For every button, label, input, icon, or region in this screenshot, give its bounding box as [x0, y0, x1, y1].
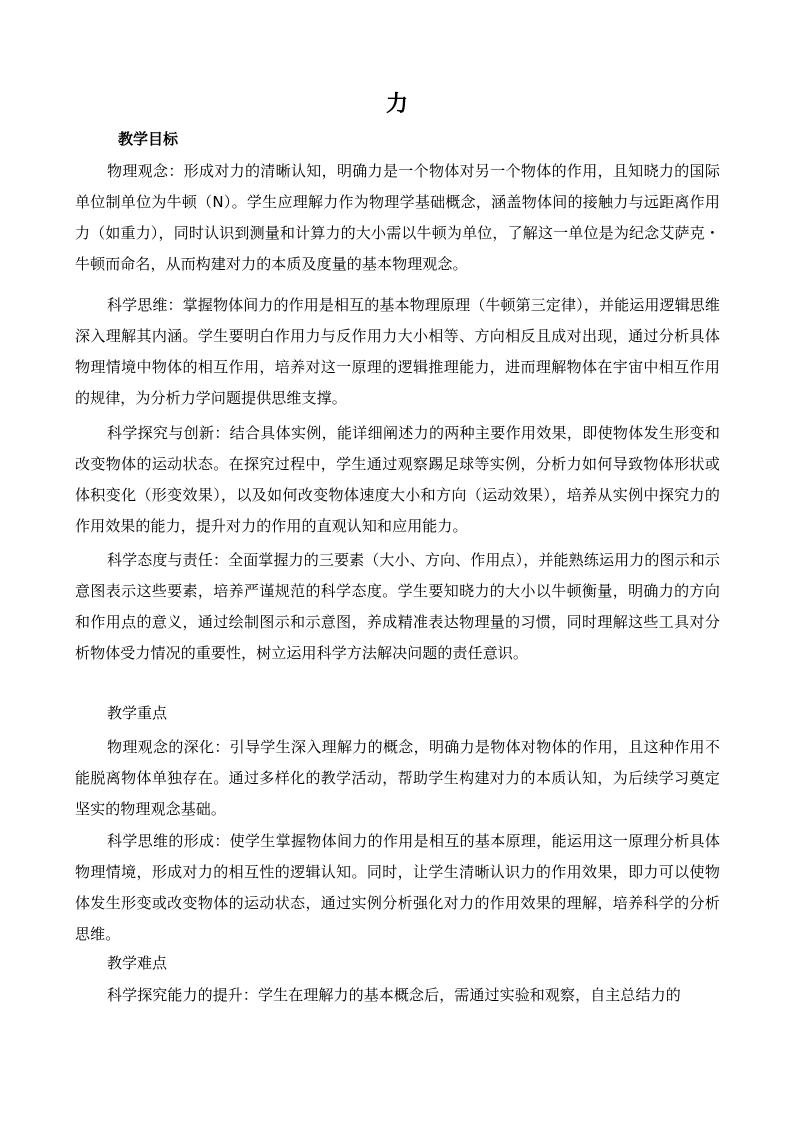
paragraph-scientific-thinking: 科学思维：掌握物体间力的作用是相互的基本物理原理（牛顿第三定律），并能运用逻辑思维深入理解其内涵。学生要明白作用力与反作用力大小相等、方向相反且成对出现，通过分析具体物理情境中物体的相互作用，培养对这一原理的逻辑推理能力，进而理解物体在宇宙中相互作用的规律，为分析力学问题提供思维支撑。 — [75, 296, 720, 407]
document-title: 力 — [385, 92, 408, 117]
section-heading-teaching-difficulty: 教学难点 — [107, 954, 168, 972]
paragraph-focus-scientific-thinking: 科学思维的形成：使学生掌握物体间力的作用是相互的基本原理，能运用这一原理分析具体物理情境，形成对力的相互性的逻辑认知。同时，让学生清晰认识力的作用效果，即力可以使物体发生形变或改变物体的运动状态，通过实例分析强化对力的作用效果的理解，培养科学的分析思维。 — [75, 832, 720, 943]
paragraph-scientific-attitude: 科学态度与责任：全面掌握力的三要素（大小、方向、作用点），并能熟练运用力的图示和示意图表示这些要素，培养严谨规范的科学态度。学生要知晓力的大小以牛顿衡量，明确力的方向和作用点的意义，通过绘制图示和示意图，养成精准表达物理量的习惯，同时理解这些工具对分析物体受力情况的重要性，树立运用科学方法解决问题的责任意识。 — [75, 551, 720, 662]
paragraph-focus-physics-concept: 物理观念的深化：引导学生深入理解力的概念，明确力是物体对物体的作用，且这种作用不能脱离物体单独存在。通过多样化的教学活动，帮助学生构建对力的本质认知，为后续学习奠定坚实的物理观念基础。 — [75, 738, 720, 818]
section-heading-teaching-objectives: 教学目标 — [118, 130, 179, 148]
section-heading-teaching-focus: 教学重点 — [107, 704, 168, 722]
paragraph-physics-concept: 物理观念：形成对力的清晰认知，明确力是一个物体对另一个物体的作用，且知晓力的国际单位制单位为牛顿（N）。学生应理解力作为物理学基础概念，涵盖物体间的接触力与远距离作用力（如重力），同时认识到测量和计算力的大小需以牛顿为单位，了解这一单位是为纪念艾萨克・牛顿而命名，从而构建对力的本质及度量的基本物理观念。 — [75, 162, 720, 273]
paragraph-difficulty-inquiry: 科学探究能力的提升：学生在理解力的基本概念后，需通过实验和观察，自主总结力的 — [107, 986, 681, 1004]
paragraph-scientific-inquiry: 科学探究与创新：结合具体实例，能详细阐述力的两种主要作用效果，即使物体发生形变和改变物体的运动状态。在探究过程中，学生通过观察踢足球等实例，分析力如何导致物体形状或体积变化（形变效果），以及如何改变物体速度大小和方向（运动效果），培养从实例中探究力的作用效果的能力，提升对力的作用的直观认知和应用能力。 — [75, 424, 720, 535]
